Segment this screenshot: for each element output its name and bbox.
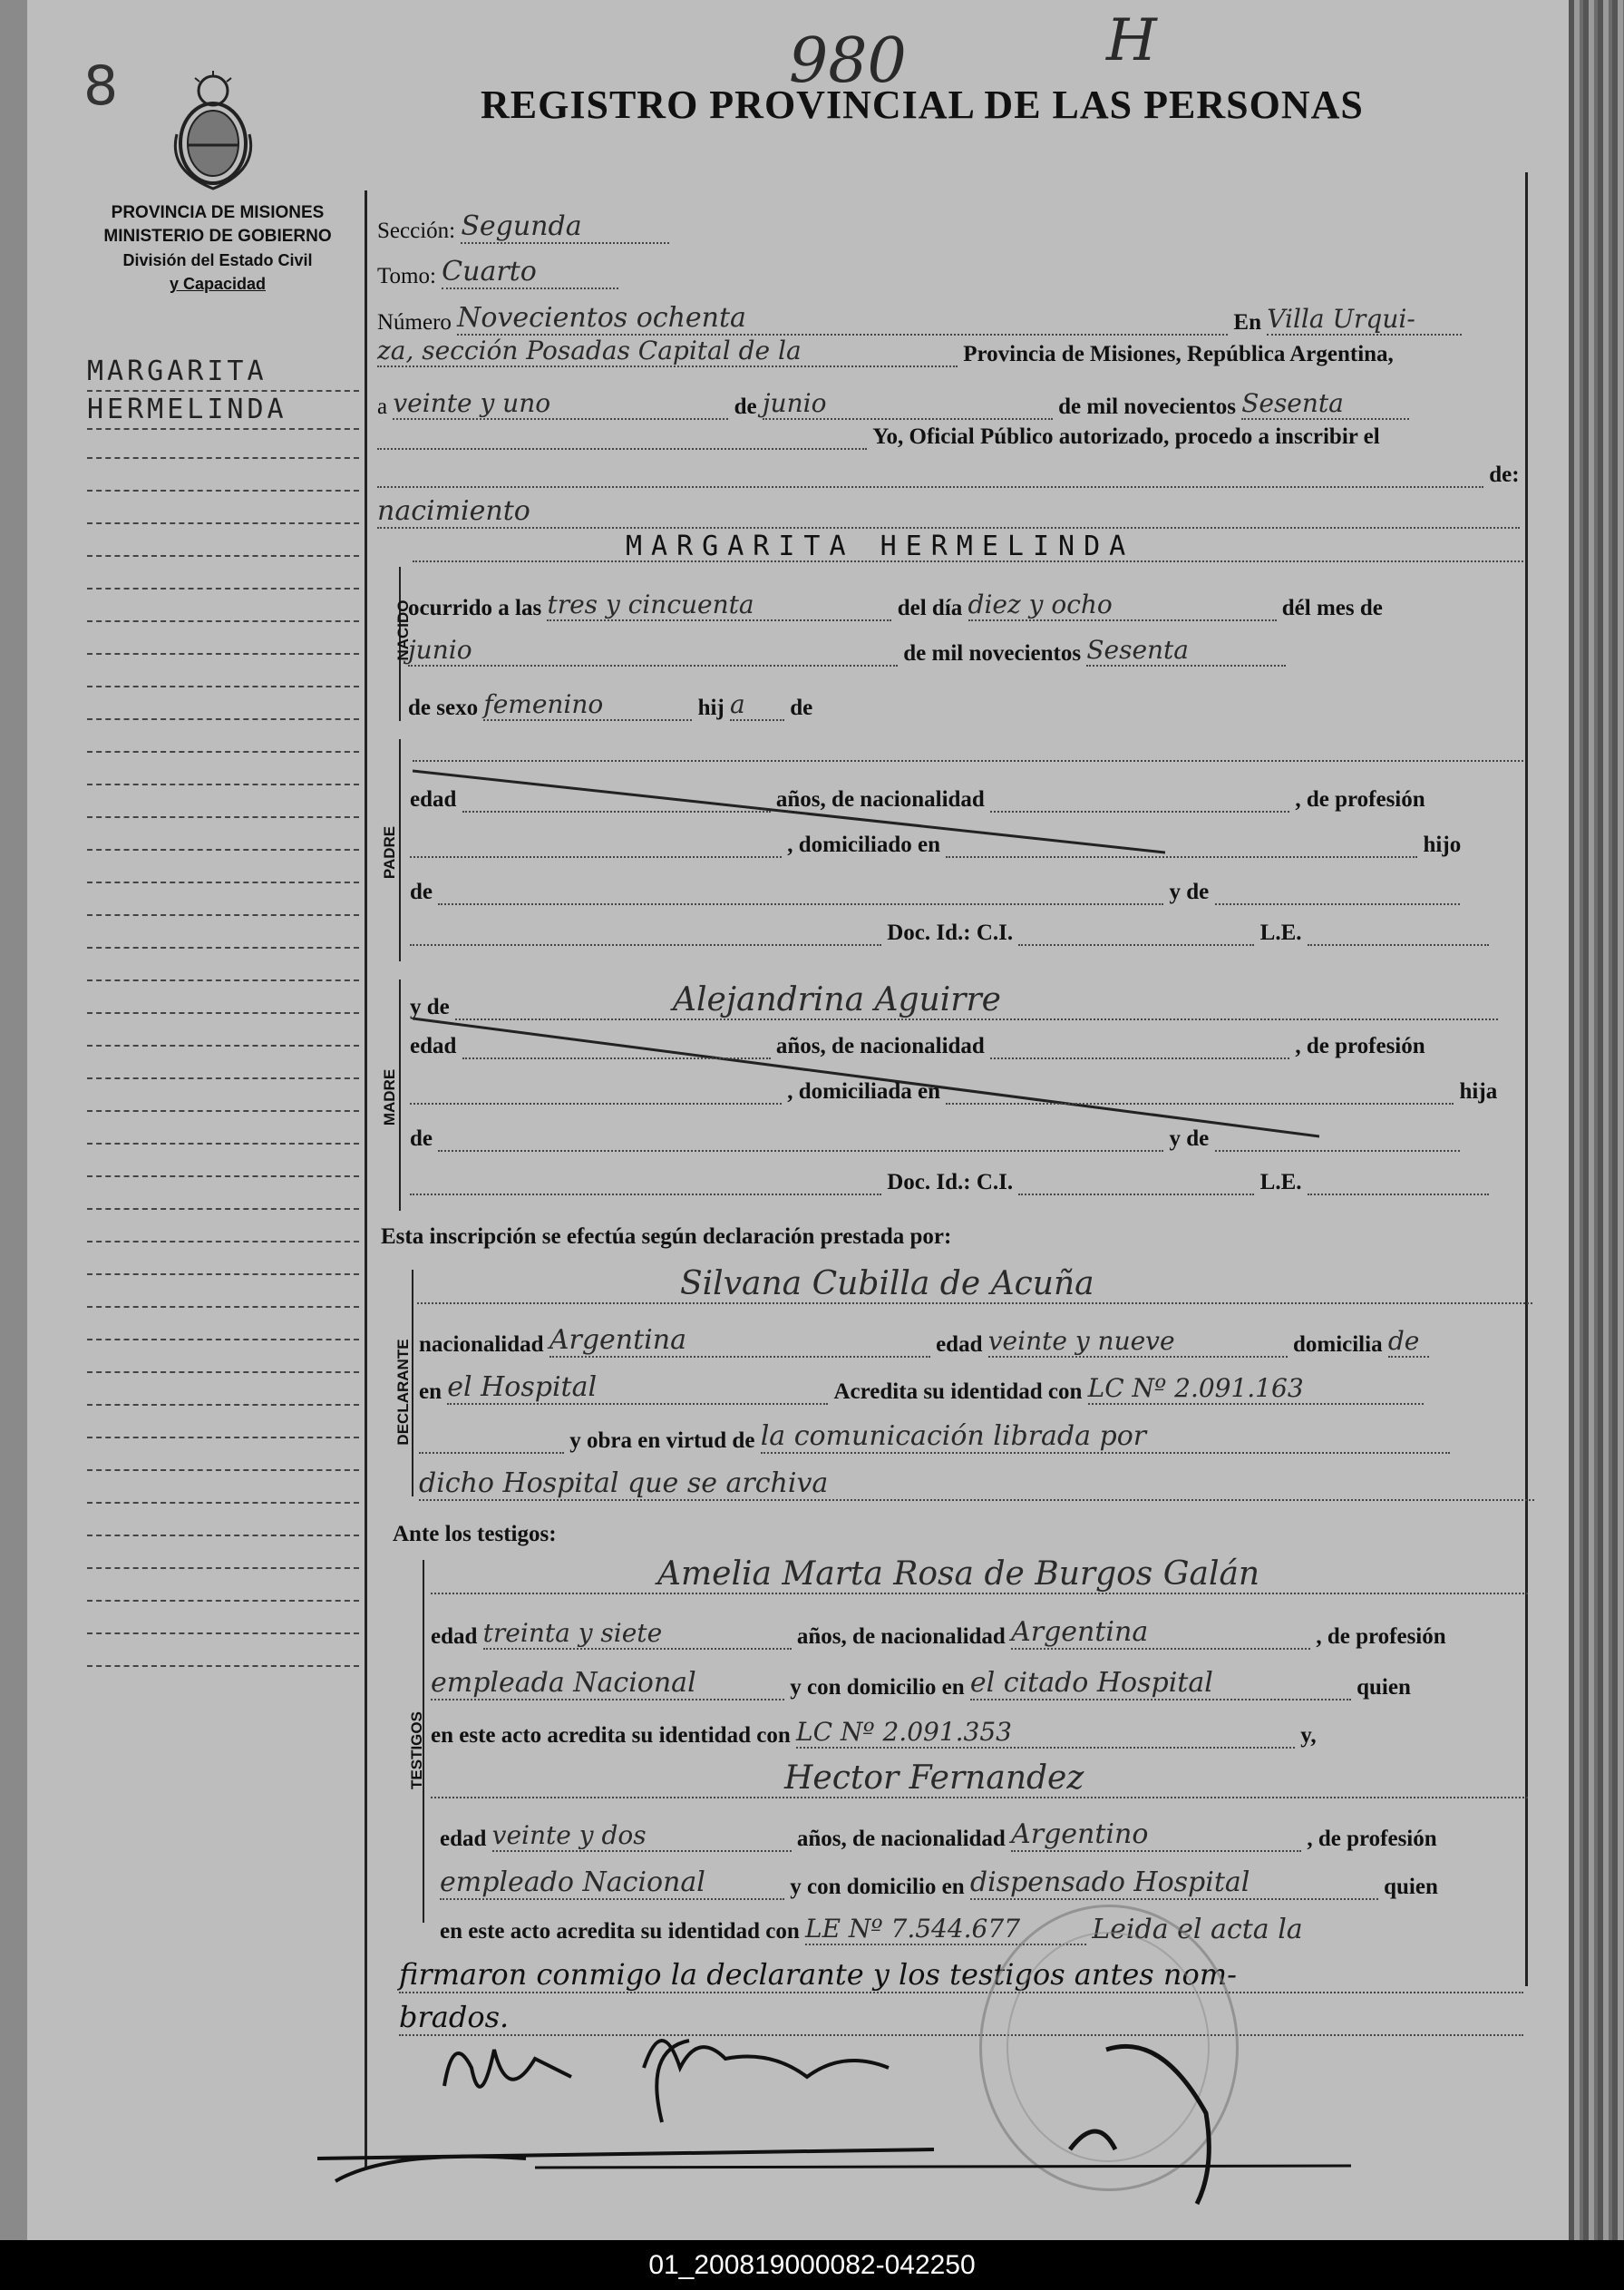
decl-nac-value: Argentina [549,1324,930,1358]
blank [410,944,881,946]
profesion-label-3: , de profesión [1316,1624,1446,1649]
document-title: REGISTRO PROVINCIAL DE LAS PERSONAS [481,83,1364,127]
sexo-row [408,689,812,721]
dia-value: veinte y uno [393,388,728,420]
padre-de-row [410,880,1460,905]
margin-line [87,1502,359,1504]
madre-dom-row [410,1079,1497,1105]
profesion-label-4: , de profesión [1307,1827,1437,1851]
anio-nac-value: Sesenta [1086,635,1286,667]
hijo-label: hijo [1423,833,1462,857]
de-label: de [734,395,757,419]
madre-edad-row [410,1034,1425,1059]
con-domicilio-label: y con domicilio en [790,1675,965,1700]
edad-label-2: edad [410,1034,457,1058]
y-de-label-2: y de [410,995,450,1019]
blank-line [377,486,1483,488]
lugar-value-2: za, sección Posadas Capital de la [377,336,958,367]
edad-label-5: edad [440,1827,487,1851]
madre-doc-row [410,1170,1489,1195]
margin-name-1: MARGARITA [87,354,359,392]
sexo-value: femenino [483,689,692,721]
lugar-value: Villa Urqui- [1267,304,1462,336]
domiciliado-label: , domiciliado en [787,833,941,857]
margin-notes [87,354,359,1698]
mil-novecientos-label: de mil novecientos [1058,395,1236,419]
blank [410,1194,881,1195]
domicilia-label: domicilia [1292,1332,1383,1357]
padre-doc-row [410,921,1489,946]
yo-label: Yo, Oficial Público autorizado, procedo a inscribir el [872,424,1380,449]
blank [1018,1194,1254,1195]
numero-value: Novecientos ochenta [457,302,1228,336]
margin-line [87,947,359,949]
de-label-2: de [790,696,813,720]
blank [419,1452,564,1454]
nombre-line [413,560,1523,562]
en-label: En [1233,310,1262,335]
margin-line [87,718,359,720]
t1-prof-value: empleada Nacional [431,1667,784,1700]
cierre-value-2: firmaron conmigo la declarante y los testigos antes nom- [399,1957,1237,1992]
madre-bracket [399,979,401,1211]
handwritten-mark: H [1106,7,1157,74]
blank [1018,944,1254,946]
de-colon-label: de: [1489,463,1520,487]
margin-line [87,653,359,655]
margin-line [87,882,359,883]
blank [1308,1194,1489,1195]
margin-line [87,751,359,753]
margin-line [87,1110,359,1112]
acto-row [377,495,1520,529]
agency-province: PROVINCIA DE MISIONES [111,203,325,222]
lugar-row [377,336,1394,367]
mes-value: junio [763,388,1053,420]
margin-line [87,816,359,818]
t1-prof-row [431,1667,1411,1700]
edad-label-3: edad [936,1332,983,1357]
t2-name-value: Hector Fernandez [431,1759,1528,1798]
blank [1215,903,1460,905]
quien-label-2: quien [1384,1875,1438,1899]
provincia-label: Provincia de Misiones, República Argentina, [963,342,1394,366]
margin-line [87,979,359,981]
sexo-label: de sexo [408,696,479,720]
de-label-3: de [410,880,433,904]
y-de-label-3: y de [1169,1126,1210,1151]
del-dia-label: del día [897,596,963,620]
ocurrido-label: ocurrido a las [408,596,542,620]
book-spine-edge [1569,0,1624,2240]
nombre-row [626,531,1134,562]
tomo-value: Cuarto [442,256,618,289]
hora-value: tres y cincuenta [547,590,891,621]
section-padre: PADRE [381,825,398,880]
margin-line [87,1404,359,1406]
ocurrido-row [408,590,1383,621]
margin-line [87,1665,359,1667]
margin-line [87,1208,359,1210]
padre-bracket [399,739,401,961]
margin-line [87,1273,359,1275]
margin-line [87,849,359,851]
right-border [1525,172,1528,1986]
t2-edad-row [440,1818,1437,1852]
margin-line [87,1175,359,1177]
en-este-acto-label: en este acto acredita su identidad con [431,1723,791,1748]
le-label-2: L.E. [1259,1170,1302,1194]
seccion-row [377,210,669,244]
margin-line [87,1632,359,1634]
margin-line [87,1600,359,1602]
margin-line [87,620,359,622]
padre-name-line [413,760,1523,762]
margin-line [87,522,359,524]
t1-edad-value: treinta y siete [483,1618,792,1650]
blank [946,1103,1454,1105]
margin-line [87,1339,359,1340]
en-label-2: en [419,1379,442,1404]
t2-name-row [431,1759,1528,1798]
t2-prof-value: empleado Nacional [440,1866,784,1900]
a-label: a [377,395,388,419]
t1-nac-value: Argentina [1011,1616,1310,1650]
margin-line [87,784,359,785]
blank [946,856,1417,858]
ante-testigos-label: Ante los testigos: [393,1522,557,1546]
ante-testigos-row [393,1522,557,1547]
signatures [299,2013,1460,2231]
edad-label: edad [410,787,457,812]
blank [990,811,1289,813]
le-label: L.E. [1259,921,1302,945]
margin-line [87,1469,359,1471]
y-de-label: y de [1169,880,1210,904]
padre-edad-row [410,787,1425,813]
hija-label: hija [1459,1079,1498,1104]
blank [1215,1150,1460,1152]
agency-capacity: y Capacidad [169,275,267,293]
dia-nac-value: diez y ocho [968,590,1277,621]
margin-line [87,1306,359,1308]
anos-nac-label: años, de nacionalidad [775,787,985,812]
margin-line [87,1045,359,1047]
t2-nac-value: Argentino [1011,1818,1301,1852]
declarante-obra-row [419,1420,1450,1454]
blank-line [377,448,867,450]
margin-line [87,1437,359,1438]
declarante-obra2-row [419,1467,1534,1501]
numero-label: Número [377,310,452,335]
mes-nac-row [408,635,1286,667]
declarante-nac-row [419,1324,1429,1358]
del-mes-label: dél mes de [1281,596,1383,620]
margin-line [87,686,359,687]
margin-line [87,1012,359,1014]
yo-row [377,424,1380,450]
padre-dom-row [410,833,1461,858]
margin-line [87,490,359,492]
mil-novecientos-label-2: de mil novecientos [903,641,1082,666]
margin-line [87,457,359,459]
blank [438,1150,1163,1152]
hij-suffix: a [730,689,784,721]
agency-division: División del Estado Civil [122,251,313,269]
doc-id-label-2: Doc. Id.: C.I. [887,1170,1014,1194]
seccion-label: Sección: [377,219,456,243]
tomo-row [377,256,618,289]
t1-doc-value: LC Nº 2.091.353 [796,1717,1295,1749]
acredita-label: Acredita su identidad con [833,1379,1083,1404]
nombre-value: MARGARITA HERMELINDA [626,531,1135,562]
section-declarante: DECLARANTE [394,1339,412,1446]
blank [1308,944,1489,946]
margin-line [87,914,359,916]
blank [410,1103,782,1105]
en-este-acto-label-2: en este acto acredita su identidad con [440,1919,800,1944]
fecha-row [377,388,1409,420]
margin-ruled-lines [87,457,359,1667]
margin-line [87,1567,359,1569]
profesion-label: , de profesión [1295,787,1425,812]
t2-dom-value: dispensado Hospital [970,1866,1378,1900]
blank [438,903,1163,905]
t1-name-value: Amelia Marta Rosa de Burgos Galán [431,1555,1528,1594]
declarante-en-row [419,1371,1424,1405]
t1-doc-row [431,1717,1317,1749]
decl-obra-value: la comunicación librada por [761,1420,1450,1454]
quien-label: quien [1357,1675,1411,1700]
anio-value: Sesenta [1241,388,1409,420]
madre-value: Alejandrina Aguirre [455,981,1498,1020]
t2-doc-value: LE Nº 7.544.677 [805,1914,1086,1945]
margin-divider [365,190,367,2168]
margin-line [87,555,359,557]
profesion-label-2: , de profesión [1295,1034,1425,1058]
blank [990,1057,1289,1059]
anos-nac-label-4: años, de nacionalidad [796,1827,1006,1851]
acto-value: nacimiento [377,495,1520,529]
de-label-4: de [410,1126,433,1151]
edad-label-4: edad [431,1624,478,1649]
decl-obra2-value: dicho Hospital que se archiva [419,1467,1534,1501]
nacionalidad-label: nacionalidad [419,1332,544,1357]
esta-inscripcion-label: Esta inscripción se efectúa según declaración prestada por: [381,1224,952,1249]
section-testigos: TESTIGOS [408,1711,425,1789]
doc-id-label: Doc. Id.: C.I. [887,921,1014,945]
t1-edad-row [431,1616,1446,1650]
esta-inscripcion-row [381,1224,951,1250]
y-comma-label: y, [1300,1723,1317,1748]
tomo-label: Tomo: [377,264,436,288]
t2-prof-row [440,1866,1438,1900]
de-row [377,463,1520,488]
t2-edad-value: veinte y dos [492,1820,792,1852]
madre-strike-line [413,1014,1319,1141]
blank [410,856,782,858]
hij-label: hij [697,696,724,720]
declarante-value: Silvana Cubilla de Acuña [417,1265,1532,1304]
blank [462,811,771,813]
anos-nac-label-2: años, de nacionalidad [775,1034,985,1058]
decl-edad-value: veinte y nueve [988,1326,1288,1358]
mes-nac-value: junio [408,635,898,667]
margin-line [87,1535,359,1536]
anos-nac-label-3: años, de nacionalidad [796,1624,1006,1649]
madre-de-row [410,1126,1460,1152]
seccion-value: Segunda [461,210,669,244]
decl-dom-value: de [1388,1326,1429,1358]
domiciliada-label: , domiciliada en [787,1079,941,1104]
con-domicilio-label-2: y con domicilio en [790,1875,965,1899]
section-nacido: NACIDO [394,599,412,661]
margin-line [87,1143,359,1145]
numero-row [377,302,1462,336]
t1-name-row [431,1555,1528,1594]
record-number-stamp: 980 [789,25,907,97]
blank [462,1057,771,1059]
margin-name-2: HERMELINDA [87,392,359,430]
cierre-row-2 [399,1957,1523,1993]
decl-dom2-value: el Hospital [447,1371,828,1405]
cierre-value-3: brados. [399,2000,510,2034]
image-id-footer: 01_200819000082-042250 [0,2240,1624,2290]
decl-doc-value: LC Nº 2.091.163 [1088,1373,1424,1405]
agency-ministry: MINISTERIO DE GOBIERNO [103,227,332,246]
issuing-agency [82,201,354,296]
declarante-name-row [417,1265,1532,1304]
cierre-value-1: Leida el acta la [1092,1914,1303,1945]
margin-line [87,1077,359,1079]
coat-of-arms-icon [163,71,263,198]
margin-line [87,588,359,590]
margin-line [87,1241,359,1242]
margin-line [87,1371,359,1373]
section-madre: MADRE [381,1068,398,1126]
t1-dom-value: el citado Hospital [970,1667,1351,1700]
obra-label: y obra en virtud de [569,1428,755,1453]
page-number: 8 [83,54,119,118]
